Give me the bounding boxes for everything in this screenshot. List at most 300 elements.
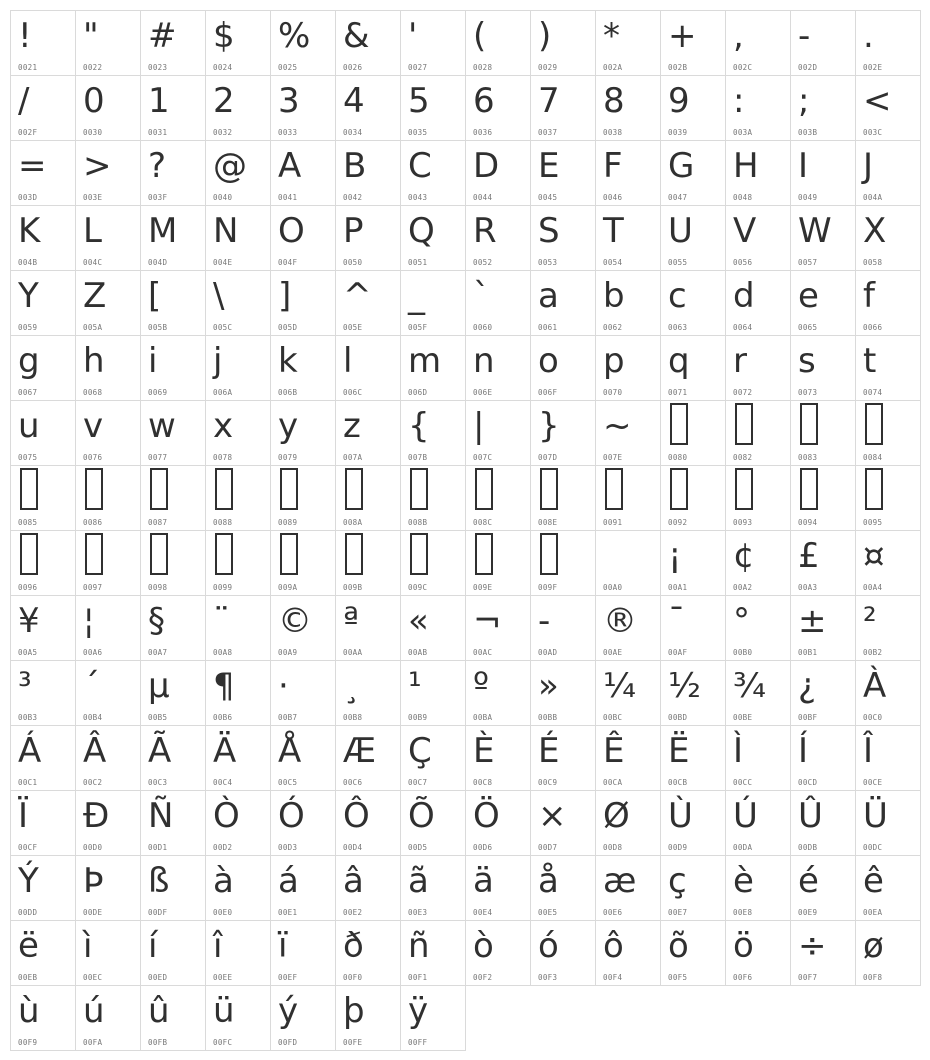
glyph-codepoint: 00AA [343, 648, 363, 657]
glyph-cell [76, 986, 141, 1051]
glyph-codepoint: 0023 [148, 63, 168, 72]
glyph-cell [791, 791, 856, 856]
glyph-char: 1 [148, 81, 170, 121]
glyph-codepoint: 00D3 [278, 843, 298, 852]
glyph-codepoint: 00EC [83, 973, 103, 982]
glyph-char: ' [408, 16, 418, 56]
glyph-codepoint: 0047 [668, 193, 688, 202]
glyph-cell [141, 271, 206, 336]
glyph-codepoint: 0044 [473, 193, 493, 202]
glyph-char: . [863, 16, 874, 56]
glyph-codepoint: 00C3 [148, 778, 168, 787]
glyph-codepoint: 00B3 [18, 713, 38, 722]
glyph-codepoint: 0083 [798, 453, 818, 462]
glyph-char: p [603, 341, 625, 381]
glyph-cell [661, 661, 726, 726]
glyph-char: Æ [343, 731, 377, 771]
glyph-char: ¤ [863, 536, 885, 576]
glyph-char: r [733, 341, 747, 381]
glyph-codepoint: 00C0 [863, 713, 883, 722]
glyph-codepoint: 00C7 [408, 778, 428, 787]
glyph-codepoint: 0067 [18, 388, 38, 397]
glyph-cell [726, 791, 791, 856]
glyph-char: \ [213, 276, 225, 316]
glyph-cell [856, 206, 921, 271]
glyph-codepoint: 0060 [473, 323, 493, 332]
glyph-cell [531, 726, 596, 791]
glyph-codepoint: 00BB [538, 713, 558, 722]
glyph-codepoint: 003B [798, 128, 818, 137]
glyph-char: M [148, 211, 178, 251]
glyph-cell [141, 596, 206, 661]
glyph-cell [856, 791, 921, 856]
glyph-cell [271, 336, 336, 401]
glyph-cell [466, 596, 531, 661]
glyph-codepoint: 00D4 [343, 843, 363, 852]
glyph-char: ! [18, 16, 32, 56]
glyph-cell [76, 856, 141, 921]
glyph-char: ö [733, 926, 754, 966]
glyph-cell [401, 986, 466, 1051]
glyph-cell [531, 11, 596, 76]
glyph-char: L [83, 211, 102, 251]
glyph-char: s [798, 341, 816, 381]
glyph-codepoint: 0021 [18, 63, 38, 72]
glyph-cell [466, 921, 531, 986]
glyph-codepoint: 00F7 [798, 973, 818, 982]
glyph-codepoint: 0037 [538, 128, 558, 137]
glyph-cell [401, 76, 466, 141]
glyph-cell [726, 141, 791, 206]
glyph-char: ¥ [18, 601, 40, 641]
glyph-char: ± [798, 601, 827, 641]
glyph-cell [336, 11, 401, 76]
glyph-cell [856, 921, 921, 986]
glyph-codepoint: 0059 [18, 323, 38, 332]
missing-glyph-box [280, 468, 298, 510]
glyph-cell [856, 141, 921, 206]
glyph-char: J [863, 146, 874, 186]
glyph-grid [10, 10, 921, 1051]
glyph-char: ] [278, 276, 292, 316]
glyph-codepoint: 00A2 [733, 583, 753, 592]
glyph-codepoint: 0099 [213, 583, 233, 592]
missing-glyph-box [280, 533, 298, 575]
missing-glyph-box [540, 533, 558, 575]
glyph-char: ÿ [408, 991, 429, 1031]
glyph-cell [76, 466, 141, 531]
glyph-cell [271, 531, 336, 596]
glyph-cell [466, 141, 531, 206]
glyph-char: z [343, 406, 361, 446]
glyph-cell [596, 466, 661, 531]
glyph-codepoint: 00B1 [798, 648, 818, 657]
glyph-cell [11, 596, 76, 661]
glyph-codepoint: 0074 [863, 388, 883, 397]
glyph-cell [141, 206, 206, 271]
glyph-char: · [278, 666, 289, 706]
glyph-cell [596, 596, 661, 661]
missing-glyph-box [215, 533, 233, 575]
glyph-cell [791, 11, 856, 76]
glyph-codepoint: 00D8 [603, 843, 623, 852]
glyph-char: Á [18, 731, 42, 771]
glyph-cell [466, 11, 531, 76]
glyph-codepoint: 00B0 [733, 648, 753, 657]
glyph-cell [76, 11, 141, 76]
glyph-codepoint: 00C8 [473, 778, 493, 787]
glyph-char: ´ [83, 666, 100, 706]
glyph-codepoint: 00F6 [733, 973, 753, 982]
glyph-char: Ñ [148, 796, 174, 836]
glyph-cell [401, 596, 466, 661]
glyph-cell [531, 336, 596, 401]
glyph-codepoint: 0076 [83, 453, 103, 462]
glyph-codepoint: 006C [343, 388, 363, 397]
glyph-cell [531, 661, 596, 726]
glyph-codepoint: 003A [733, 128, 753, 137]
glyph-codepoint: 00FD [278, 1038, 298, 1047]
glyph-cell [596, 661, 661, 726]
glyph-codepoint: 00F0 [343, 973, 363, 982]
glyph-char: Í [798, 731, 809, 771]
glyph-cell [791, 336, 856, 401]
glyph-cell [336, 596, 401, 661]
glyph-codepoint: 0075 [18, 453, 38, 462]
glyph-char: ì [83, 926, 93, 966]
glyph-cell [531, 596, 596, 661]
glyph-cell [141, 726, 206, 791]
missing-glyph-box [345, 533, 363, 575]
glyph-cell [76, 726, 141, 791]
glyph-cell [401, 271, 466, 336]
glyph-char: á [278, 861, 299, 901]
glyph-codepoint: 00B4 [83, 713, 103, 722]
glyph-codepoint: 00AC [473, 648, 493, 657]
glyph-codepoint: 00C2 [83, 778, 103, 787]
glyph-codepoint: 008C [473, 518, 493, 527]
glyph-codepoint: 00E5 [538, 908, 558, 917]
glyph-char: ) [538, 16, 552, 56]
glyph-char: ¸ [343, 666, 360, 706]
glyph-cell [11, 986, 76, 1051]
glyph-char: k [278, 341, 298, 381]
glyph-char: Q [408, 211, 435, 251]
glyph-cell [596, 791, 661, 856]
glyph-cell [76, 336, 141, 401]
glyph-char: 6 [473, 81, 495, 121]
glyph-char: Ì [733, 731, 744, 771]
glyph-codepoint: 00E4 [473, 908, 493, 917]
glyph-char: ó [538, 926, 559, 966]
glyph-cell [271, 661, 336, 726]
glyph-codepoint: 00CD [798, 778, 818, 787]
glyph-char: q [668, 341, 690, 381]
glyph-codepoint: 00EE [213, 973, 233, 982]
glyph-char: l [343, 341, 353, 381]
glyph-cell [336, 856, 401, 921]
glyph-codepoint: 0072 [733, 388, 753, 397]
glyph-cell [856, 596, 921, 661]
glyph-cell [661, 206, 726, 271]
glyph-codepoint: 0029 [538, 63, 558, 72]
glyph-cell [531, 791, 596, 856]
glyph-codepoint: 008E [538, 518, 558, 527]
glyph-cell [401, 726, 466, 791]
glyph-codepoint: 0095 [863, 518, 883, 527]
glyph-codepoint: 0079 [278, 453, 298, 462]
glyph-codepoint: 0080 [668, 453, 688, 462]
glyph-codepoint: 0045 [538, 193, 558, 202]
glyph-cell [791, 466, 856, 531]
glyph-char: ú [83, 991, 105, 1031]
glyph-cell [531, 921, 596, 986]
glyph-char: > [83, 146, 112, 186]
glyph-cell [271, 271, 336, 336]
glyph-codepoint: 006E [473, 388, 493, 397]
glyph-char: Ú [733, 796, 758, 836]
glyph-char: ç [668, 861, 687, 901]
glyph-char: Ô [343, 796, 370, 836]
glyph-cell [271, 401, 336, 466]
glyph-codepoint: 0036 [473, 128, 493, 137]
glyph-codepoint: 0071 [668, 388, 688, 397]
glyph-codepoint: 00FC [213, 1038, 233, 1047]
glyph-cell [206, 76, 271, 141]
glyph-char: g [18, 341, 40, 381]
glyph-cell [401, 336, 466, 401]
glyph-cell [726, 856, 791, 921]
glyph-codepoint: 00A1 [668, 583, 688, 592]
missing-glyph-box [800, 403, 818, 445]
missing-glyph-box [20, 533, 38, 575]
glyph-cell [206, 336, 271, 401]
glyph-char: ² [863, 601, 877, 641]
missing-glyph-box [670, 403, 688, 445]
glyph-codepoint: 00DD [18, 908, 38, 917]
missing-glyph-box [865, 468, 883, 510]
glyph-char: n [473, 341, 495, 381]
glyph-char: O [278, 211, 305, 251]
glyph-cell [141, 141, 206, 206]
glyph-cell [76, 661, 141, 726]
glyph-char: + [668, 16, 697, 56]
glyph-char: 7 [538, 81, 560, 121]
glyph-cell [141, 531, 206, 596]
glyph-cell [596, 11, 661, 76]
glyph-char: * [603, 16, 620, 56]
missing-glyph-box [800, 468, 818, 510]
glyph-cell [11, 76, 76, 141]
glyph-cell [141, 466, 206, 531]
glyph-cell [856, 271, 921, 336]
glyph-char: ` [473, 276, 490, 316]
glyph-char: { [408, 406, 430, 446]
glyph-cell [531, 856, 596, 921]
glyph-codepoint: 00A8 [213, 648, 233, 657]
glyph-char: a [538, 276, 559, 316]
glyph-cell [466, 791, 531, 856]
glyph-cell [466, 271, 531, 336]
glyph-codepoint: 007B [408, 453, 428, 462]
glyph-codepoint: 00DB [798, 843, 818, 852]
glyph-char: ¡ [668, 536, 682, 576]
glyph-char: 9 [668, 81, 690, 121]
glyph-cell [661, 336, 726, 401]
glyph-cell [141, 401, 206, 466]
glyph-codepoint: 0051 [408, 258, 428, 267]
glyph-char: Û [798, 796, 823, 836]
glyph-codepoint: 00A6 [83, 648, 103, 657]
glyph-cell [726, 76, 791, 141]
glyph-codepoint: 00D7 [538, 843, 558, 852]
glyph-codepoint: 006F [538, 388, 558, 397]
glyph-char: = [18, 146, 47, 186]
glyph-codepoint: 004A [863, 193, 883, 202]
glyph-cell [336, 76, 401, 141]
glyph-char: ¿ [798, 666, 817, 706]
glyph-char: v [83, 406, 104, 446]
glyph-codepoint: 0030 [83, 128, 103, 137]
glyph-codepoint: 00BD [668, 713, 688, 722]
glyph-cell [726, 401, 791, 466]
glyph-cell [856, 11, 921, 76]
glyph-char: Ò [213, 796, 240, 836]
glyph-char: ý [278, 991, 299, 1031]
glyph-codepoint: 0069 [148, 388, 168, 397]
glyph-char: / [18, 81, 30, 121]
glyph-codepoint: 0057 [798, 258, 818, 267]
glyph-cell [11, 336, 76, 401]
glyph-cell [141, 76, 206, 141]
glyph-codepoint: 0087 [148, 518, 168, 527]
glyph-codepoint: 0089 [278, 518, 298, 527]
glyph-codepoint: 0091 [603, 518, 623, 527]
glyph-cell [271, 141, 336, 206]
glyph-codepoint: 0053 [538, 258, 558, 267]
glyph-cell [11, 271, 76, 336]
glyph-char: U [668, 211, 693, 251]
glyph-codepoint: 00D9 [668, 843, 688, 852]
glyph-codepoint: 0041 [278, 193, 298, 202]
glyph-cell [661, 531, 726, 596]
glyph-char: Ê [603, 731, 625, 771]
glyph-char: 8 [603, 81, 625, 121]
glyph-codepoint: 009A [278, 583, 298, 592]
glyph-char: V [733, 211, 757, 251]
missing-glyph-box [20, 468, 38, 510]
glyph-cell [206, 596, 271, 661]
glyph-char: Ä [213, 731, 237, 771]
glyph-codepoint: 007D [538, 453, 558, 462]
glyph-char: R [473, 211, 497, 251]
glyph-codepoint: 00AF [668, 648, 688, 657]
glyph-cell [856, 531, 921, 596]
glyph-cell [596, 401, 661, 466]
glyph-codepoint: 005C [213, 323, 233, 332]
glyph-cell [466, 531, 531, 596]
glyph-cell [661, 76, 726, 141]
glyph-cell [206, 271, 271, 336]
glyph-char: 3 [278, 81, 300, 121]
glyph-cell [596, 76, 661, 141]
glyph-cell [856, 466, 921, 531]
glyph-codepoint: 0035 [408, 128, 428, 137]
glyph-cell [336, 921, 401, 986]
glyph-char: ~ [603, 406, 632, 446]
glyph-char: E [538, 146, 560, 186]
glyph-cell [141, 661, 206, 726]
glyph-char: þ [343, 991, 365, 1031]
glyph-char: ¼ [603, 666, 636, 706]
glyph-cell [11, 11, 76, 76]
glyph-cell [466, 856, 531, 921]
glyph-codepoint: 007C [473, 453, 493, 462]
glyph-codepoint: 00CC [733, 778, 753, 787]
glyph-codepoint: 004C [83, 258, 103, 267]
glyph-codepoint: 0022 [83, 63, 103, 72]
glyph-char: ë [18, 926, 39, 966]
glyph-cell [141, 791, 206, 856]
glyph-cell [271, 921, 336, 986]
glyph-codepoint: 00F2 [473, 973, 493, 982]
glyph-codepoint: 00CA [603, 778, 623, 787]
glyph-cell [531, 271, 596, 336]
glyph-cell [661, 271, 726, 336]
glyph-codepoint: 003D [18, 193, 38, 202]
glyph-cell [661, 726, 726, 791]
glyph-codepoint: 003C [863, 128, 883, 137]
glyph-codepoint: 00CB [668, 778, 688, 787]
glyph-codepoint: 0066 [863, 323, 883, 332]
glyph-cell [661, 856, 726, 921]
glyph-codepoint: 0068 [83, 388, 103, 397]
glyph-codepoint: 00CE [863, 778, 883, 787]
glyph-codepoint: 0092 [668, 518, 688, 527]
glyph-codepoint: 00F8 [863, 973, 883, 982]
glyph-char: N [213, 211, 239, 251]
glyph-cell [336, 791, 401, 856]
glyph-codepoint: 0034 [343, 128, 363, 137]
glyph-char: Ù [668, 796, 693, 836]
glyph-cell [206, 726, 271, 791]
glyph-cell [596, 921, 661, 986]
glyph-cell [76, 141, 141, 206]
glyph-codepoint: 0027 [408, 63, 428, 72]
glyph-codepoint: 0086 [83, 518, 103, 527]
glyph-cell [11, 531, 76, 596]
glyph-codepoint: 002A [603, 63, 623, 72]
glyph-codepoint: 005A [83, 323, 103, 332]
glyph-codepoint: 006A [213, 388, 233, 397]
glyph-char: | [473, 406, 485, 446]
glyph-codepoint: 00EA [863, 908, 883, 917]
glyph-char [603, 534, 614, 578]
glyph-codepoint: 008A [343, 518, 363, 527]
glyph-cell [206, 401, 271, 466]
glyph-codepoint: 0096 [18, 583, 38, 592]
glyph-char: ñ [408, 926, 430, 966]
glyph-cell [141, 921, 206, 986]
glyph-cell [726, 11, 791, 76]
glyph-codepoint: 0054 [603, 258, 623, 267]
glyph-cell [466, 206, 531, 271]
glyph-cell [11, 726, 76, 791]
glyph-char: i [148, 341, 158, 381]
glyph-cell [531, 531, 596, 596]
missing-glyph-box [410, 468, 428, 510]
glyph-cell [401, 531, 466, 596]
